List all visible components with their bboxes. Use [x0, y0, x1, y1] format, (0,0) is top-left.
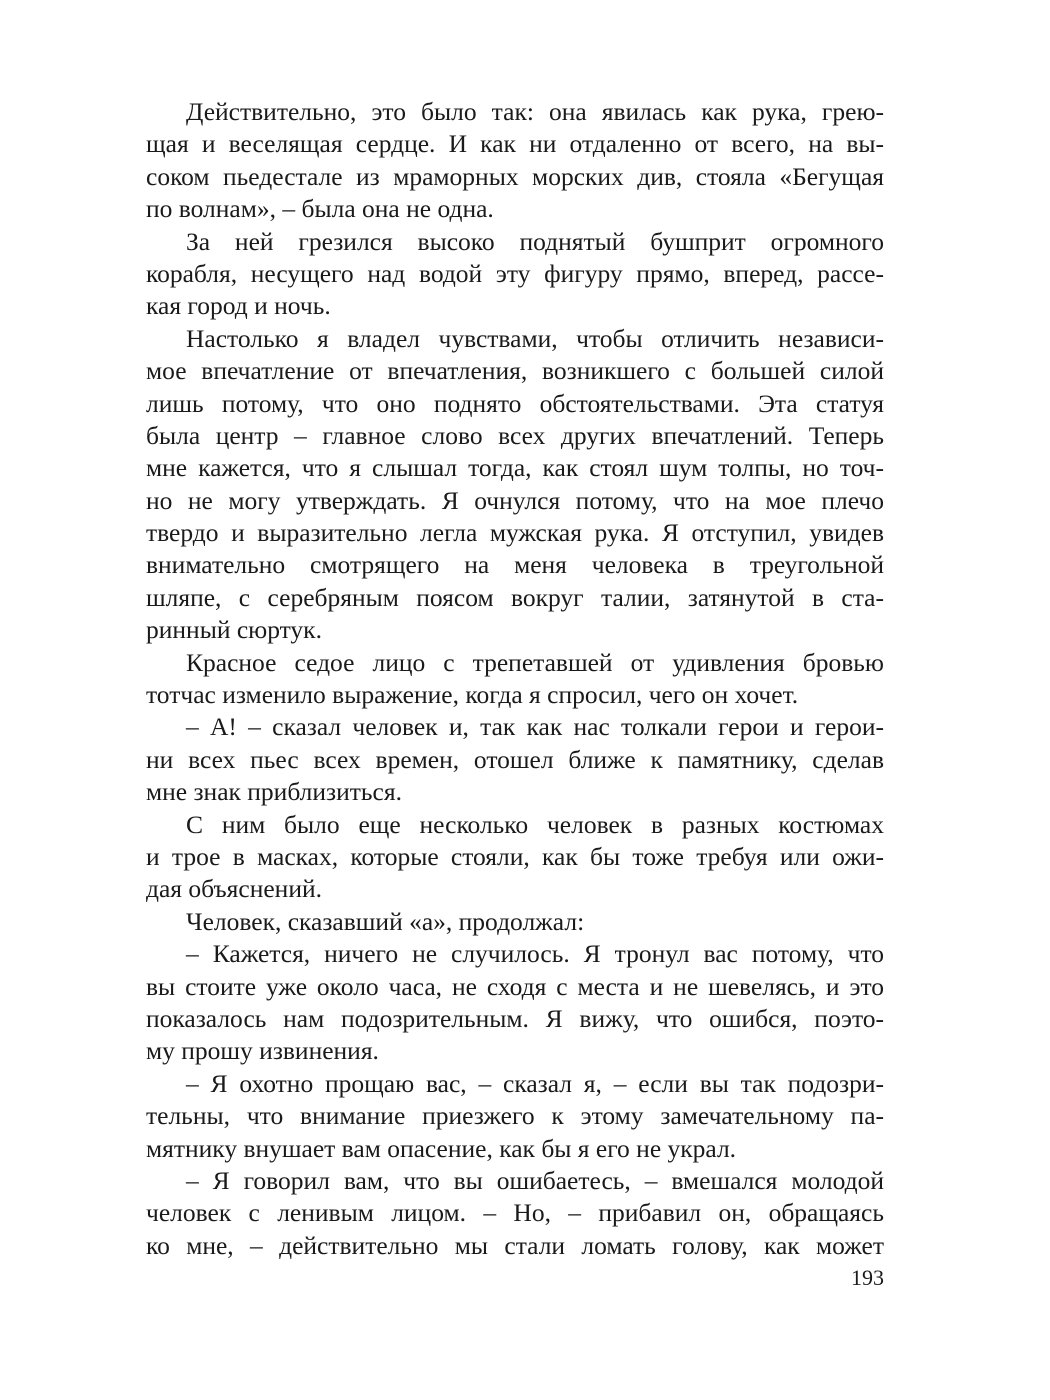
text-line: внимательно смотрящего на меня человека в треугольной — [146, 550, 884, 580]
text-line: За ней грезился высоко поднятый бушприт огромного — [186, 226, 884, 256]
text-line: твердо и выразительно легла мужская рука. Я отступил, увидев — [146, 518, 884, 548]
text-line: показалось нам подозрительным. Я вижу, что ошибся, поэто- — [146, 1003, 884, 1033]
text-line: шляпе, с серебряным поясом вокруг талии, затянутой в ста- — [146, 582, 884, 612]
text-line: но не могу утверждать. Я очнулся потому, что на мое плечо — [146, 485, 884, 515]
text-line: С ним было еще несколько человек в разных костюмах — [186, 809, 884, 839]
text-line: тельны, что внимание приезжего к этому замечательному па- — [146, 1101, 884, 1131]
text-line: Действительно, это было так: она явилась как рука, грею- — [186, 97, 884, 126]
text-line: тотчас изменило выражение, когда я спросил, чего он хочет. — [146, 680, 799, 710]
text-line: корабля, несущего над водой эту фигуру прямо, вперед, рассе- — [146, 258, 884, 288]
text-line: – Я говорил вам, что вы ошибаетесь, – вмешался молодой — [186, 1165, 884, 1195]
text-line: мятнику внушает вам опасение, как бы я его не украл. — [146, 1133, 737, 1163]
text-line: ко мне, – действительно мы стали ломать голову, как может — [146, 1230, 884, 1260]
text-line: мне кажется, что я слышал тогда, как стоял шум толпы, но точ- — [146, 453, 884, 483]
text-line: человек с ленивым лицом. – Но, – прибавил он, обращаясь — [146, 1198, 884, 1228]
text-line: – Кажется, ничего не случилось. Я тронул вас потому, что — [186, 939, 884, 969]
text-line: Настолько я владел чувствами, чтобы отличить независи- — [186, 323, 884, 353]
text-line: по волнам», – была она не одна. — [146, 194, 494, 224]
text-line: вы стоите уже около часа, не сходя с места и не шевелясь, и это — [146, 971, 884, 1001]
text-line: мое впечатление от впечатления, возникшего с большей силой — [146, 356, 884, 386]
text-line: дая объяснений. — [146, 874, 322, 904]
text-line: ринный сюртук. — [146, 615, 322, 645]
text-line: му прошу извинения. — [146, 1036, 379, 1066]
text-line: кая город и ночь. — [146, 291, 331, 321]
text-line: соком пьедестале из мраморных морских див, стояла «Бегущая — [146, 161, 884, 191]
body-text — [146, 96, 884, 1262]
text-line: мне знак приблизиться. — [146, 777, 402, 807]
text-line: Красное седое лицо с трепетавшей от удивления бровью — [186, 647, 884, 677]
text-line: – А! – сказал человек и, так как нас толкали герои и герои- — [186, 712, 884, 742]
text-line: Человек, сказавший «а», продолжал: — [186, 906, 585, 936]
text-line: щая и веселящая сердце. И как ни отдаленно от всего, на вы- — [146, 129, 884, 159]
page-number: 193 — [851, 1265, 884, 1290]
text-line: была центр – главное слово всех других впечатлений. Теперь — [146, 420, 884, 450]
text-line: и трое в масках, которые стояли, как бы тоже требуя или ожи- — [146, 841, 884, 871]
text-line: ни всех пьес всех времен, отошел ближе к памятнику, сделав — [146, 744, 884, 774]
text-line: лишь потому, что оно поднято обстоятельствами. Эта статуя — [146, 388, 884, 418]
text-line: – Я охотно прощаю вас, – сказал я, – если вы так подозри- — [186, 1068, 884, 1098]
